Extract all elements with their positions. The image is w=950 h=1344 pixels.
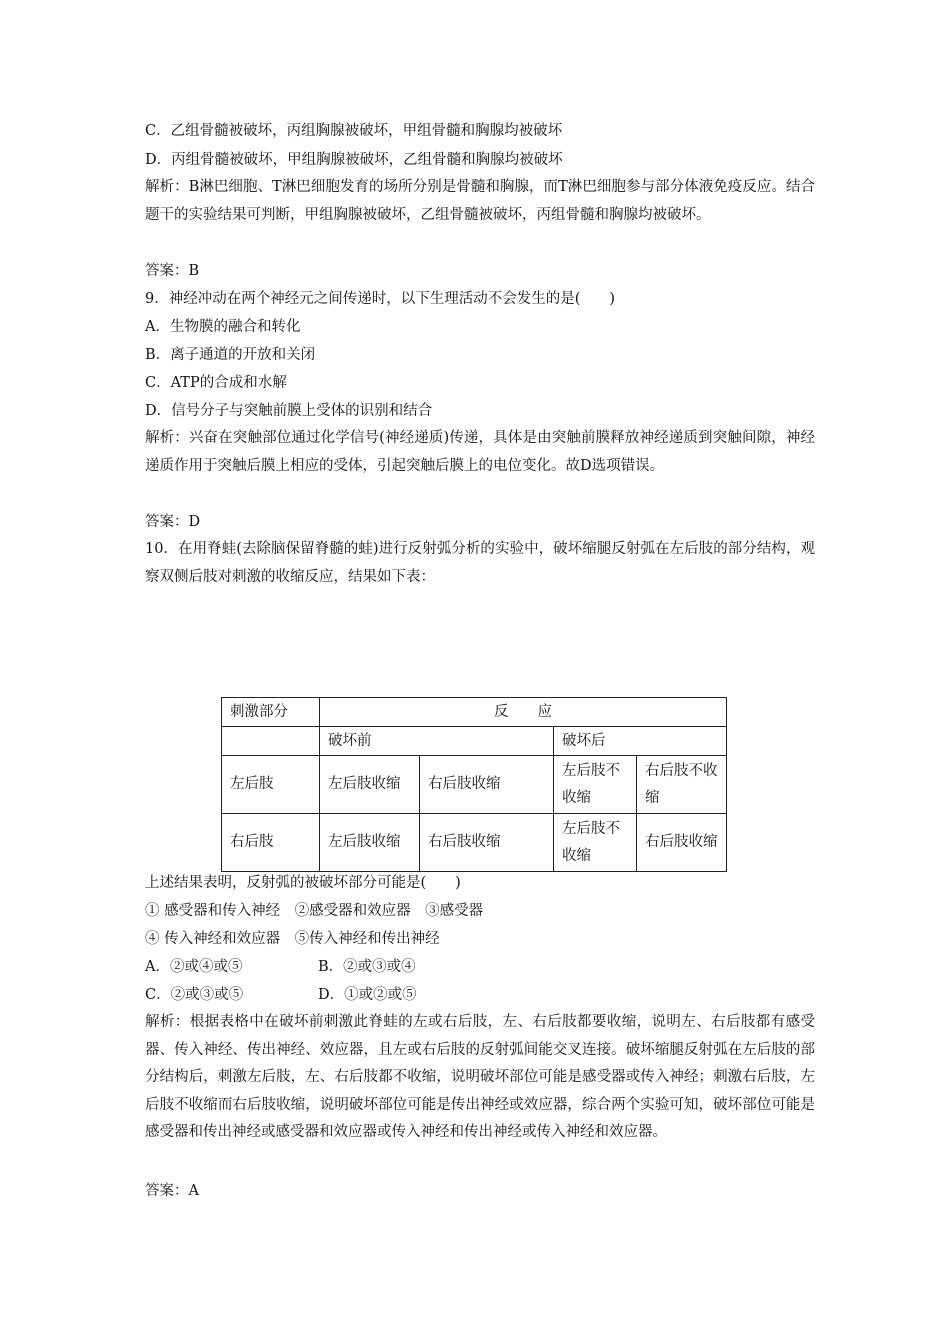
q9-stem: 9．神经冲动在两个神经元之间传递时，以下生理活动不会发生的是( ): [145, 291, 616, 307]
q10-option-a: A．②或④或⑤: [145, 959, 243, 975]
q9-answer: 答案：D: [145, 514, 201, 530]
q9-option-b: B．离子通道的开放和关闭: [145, 347, 316, 363]
q8-analysis: 解析：B淋巴细胞、T淋巴细胞发育的场所分别是骨髓和胸腺，而T淋巴细胞参与部分体液免疫反应。结合题干的实验结果可判断，甲组胸腺被破坏，乙组骨髓被破坏，丙组骨髓和胸腺均被破坏。: [145, 179, 815, 223]
q10-option-c: C．②或③或⑤: [145, 987, 244, 1003]
q10-analysis: 解析：根据表格中在破坏前刺激此脊蛙的左或右后肢，左、右后肢都要收缩，说明左、右后肢都有感受器、传入神经、传出神经、效应器，且左或右后肢的反射弧间能交叉连接。破坏缩腿反射弧在左后肢的部分结构后，刺激左后肢，左、右后肢都不收缩，说明破坏部位可能是感受器或传入神经；刺激右后肢，左后肢不收缩而右后肢收缩，说明破坏部位可能是传出神经或效应器，综合两个实验可知，破坏部位可能是感受器和传出神经或感受器和效应器或传入神经和传出神经或传入神经和效应器。: [145, 1014, 815, 1140]
q10-answer: 答案：A: [145, 1183, 199, 1199]
table-row-1-before-left: 左后肢收缩: [320, 756, 420, 814]
table-row-1-after-left: 左后肢不收缩: [554, 756, 637, 814]
q10-option-d: D．①或②或⑤: [318, 987, 417, 1003]
q8-option-c: C．乙组骨髓被破坏，丙组胸腺被破坏，甲组骨髓和胸腺均被破坏: [145, 123, 563, 139]
q10-option-b: B．②或③或④: [318, 959, 416, 975]
q10-stem: 10．在用脊蛙(去除脑保留脊髓的蛙)进行反射弧分析的实验中，破坏缩腿反射弧在左后肢的部分结构，观察双侧后肢对刺激的收缩反应，结果如下表：: [145, 541, 815, 585]
table-after: 破坏后: [554, 727, 727, 756]
table-header-response: 反 应: [320, 698, 727, 727]
table-row-2-before-right: 右后肢收缩: [420, 814, 554, 872]
reflex-arc-table: [221, 697, 727, 872]
table-row-1-site: 左后肢: [222, 756, 320, 814]
q9-option-d: D．信号分子与突触前膜上受体的识别和结合: [145, 403, 433, 419]
q9-option-c: C．ATP的合成和水解: [145, 375, 287, 391]
q10-items-line2: ④ 传入神经和效应器 ⑤传入神经和传出神经: [145, 931, 440, 947]
table-empty-cell: [222, 727, 320, 756]
table-before: 破坏前: [320, 727, 554, 756]
table-row-2-site: 右后肢: [222, 814, 320, 872]
table-row-2-before-left: 左后肢收缩: [320, 814, 420, 872]
table-row-2-after-left: 左后肢不收缩: [554, 814, 637, 872]
table-row-1-before-right: 右后肢收缩: [420, 756, 554, 814]
q8-option-d: D．丙组骨髓被破坏，甲组胸腺被破坏，乙组骨髓和胸腺均被破坏: [145, 152, 563, 168]
table-header-stimulus: 刺激部分: [222, 698, 320, 727]
q8-answer: 答案：B: [145, 263, 200, 279]
q9-analysis: 解析：兴奋在突触部位通过化学信号(神经递质)传递，具体是由突触前膜释放神经递质到突触间隙，神经递质作用于突触后膜上相应的受体，引起突触后膜上的电位变化。故D选项错误。: [145, 430, 815, 474]
q10-question: 上述结果表明，反射弧的被破坏部分可能是( ): [145, 875, 461, 891]
table-row-2-after-right: 右后肢收缩: [637, 814, 727, 872]
table-row-1-after-right: 右后肢不收缩: [637, 756, 727, 814]
q9-option-a: A．生物膜的融合和转化: [145, 319, 301, 335]
q10-items-line1: ① 感受器和传入神经 ②感受器和效应器 ③感受器: [145, 903, 484, 919]
